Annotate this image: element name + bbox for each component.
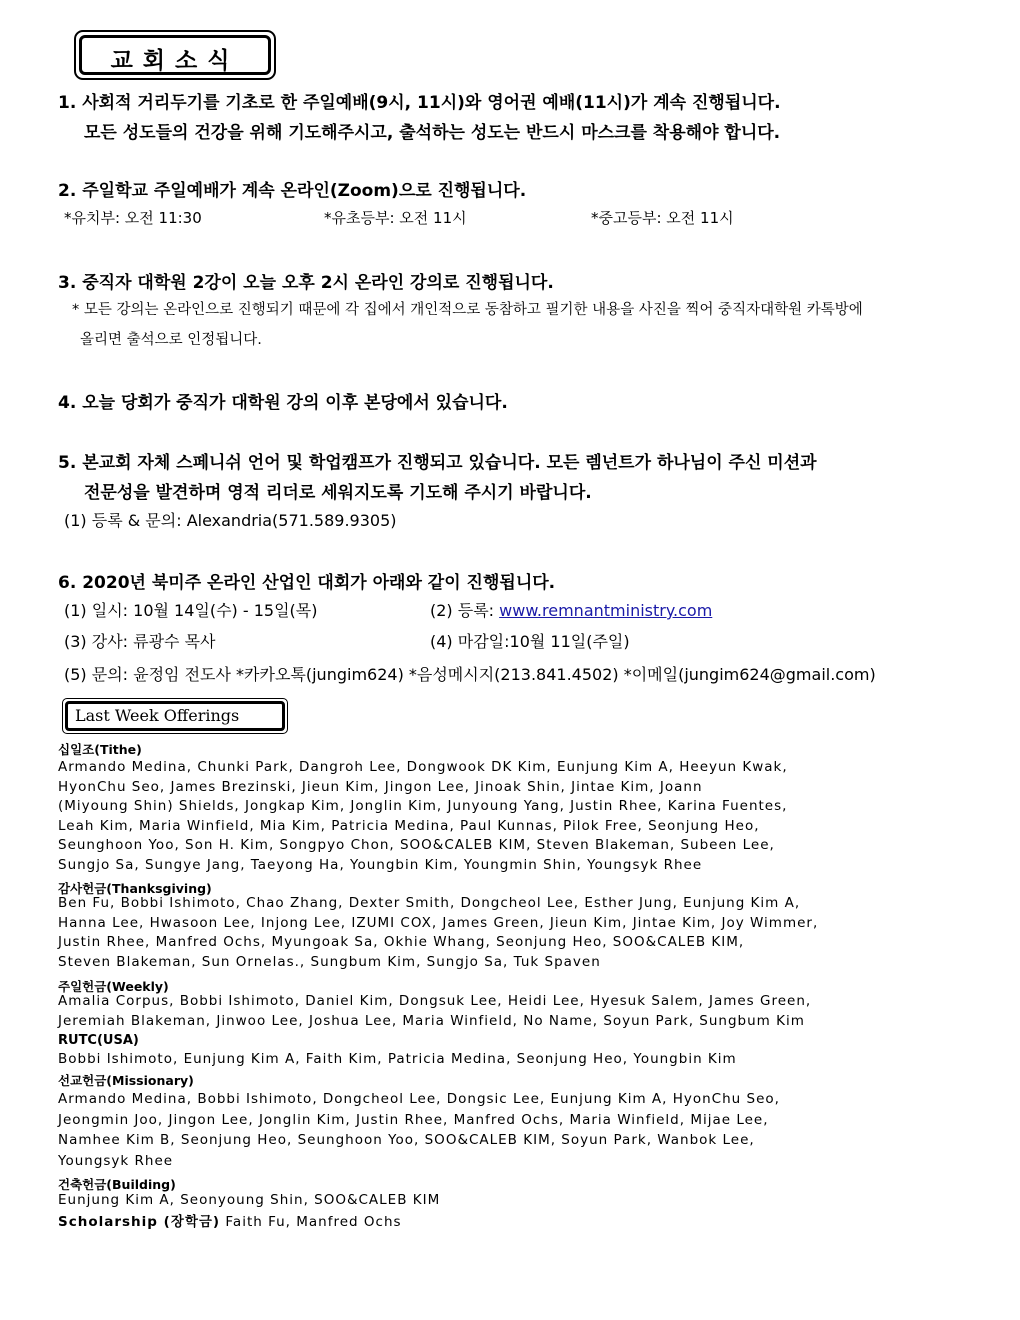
news-2-line-1: 2. 주일학교 주일예배가 계속 온라인(Zoom)으로 진행됩니다.: [58, 181, 527, 201]
missionary-label: 선교헌금(Missionary): [58, 1073, 194, 1088]
scholarship-names: Faith Fu, Manfred Ochs: [225, 1214, 402, 1230]
rutc-label: RUTC(USA): [58, 1033, 139, 1048]
news-5-contact: (1) 등록 & 문의: Alexandria(571.589.9305): [64, 511, 397, 530]
news-1-line-2: 모든 성도들의 건강을 위해 기도해주시고, 출석하는 성도는 반드시 마스크를 착용해야 합니다.: [84, 123, 781, 143]
news-5-line-2: 전문성을 발견하며 영적 리더로 세워지도록 기도해 주시기 바랍니다.: [84, 483, 592, 503]
news-6-line-1: 6. 2020년 북미주 온라인 산업인 대회가 아래와 같이 진행됩니다.: [58, 573, 556, 593]
weekly-names: Amalia Corpus, Bobbi Ishimoto, Daniel Kim, Dongsuk Lee, Heidi Lee, Hyesuk Salem, James Green, Jeremiah Blakeman, Jinwoo Lee, Joshua Lee, Maria Winfield, No Name, Soyun Park, Sungbum Kim: [58, 993, 812, 1029]
building-names: Eunjung Kim A, Seonyoung Shin, SOO&CALEB KIM: [58, 1192, 441, 1208]
tithe-names: Armando Medina, Chunki Park, Dangroh Lee, Dongwook DK Kim, Eunjung Kim A, Heeyun Kwak, HyonChu Seo, James Brezinski, Jieun Kim, Jingon Lee, Jinoak Shin, Jintae Kim, Joann (Miyoung Shin) Shields, Jongkap Kim, Jonglin Kim, Junyoung Yang, Justin Rhee, Karina Fuentes, Leah Kim, Maria Winfield, Mia Kim, Patricia Medina, Paul Kunnas, Pilok Free, Seonjung Heo, Seunghoon Yoo, Son H. Kim, Songpyo Chon, SOO&CALEB KIM, Steven Blakeman, Subeen Lee, Sungjo Sa, Sungye Jang, Taeyong Ha, Youngbin Kim, Youngmin Shin, Youngsyk Rhee: [58, 759, 788, 873]
church-news-title: 교회소식: [110, 48, 240, 74]
tithe-label: 십일조(Tithe): [58, 742, 142, 757]
offerings-heading-box: [62, 698, 288, 734]
conference-deadline: (4) 마감일:10월 11일(주일): [430, 632, 630, 651]
conference-date: (1) 일시: 10월 14일(수) - 15일(목): [64, 601, 318, 620]
news-1-line-1: 1. 사회적 거리두기를 기초로 한 주일예배(9시, 11시)와 영어권 예배(11시)가 계속 진행됩니다.: [58, 93, 781, 113]
thanksgiving-label: 감사헌금(Thanksgiving): [58, 881, 212, 896]
news-3-note-2: 올리면 출석으로 인정됩니다.: [80, 332, 262, 348]
weekly-label: 주일헌금(Weekly): [58, 979, 169, 994]
scholarship-line: [58, 1210, 402, 1230]
building-label: 건축헌금(Building): [58, 1177, 176, 1192]
register-link[interactable]: www.remnantministry.com: [499, 601, 713, 620]
kindergarten-time: *유치부: 오전 11:30: [64, 209, 202, 227]
news-3-line-1: 3. 중직자 대학원 2강이 오늘 오후 2시 온라인 강의로 진행됩니다.: [58, 273, 554, 293]
rutc-names: Bobbi Ishimoto, Eunjung Kim A, Faith Kim, Patricia Medina, Seonjung Heo, Youngbin Kim: [58, 1051, 737, 1067]
conference-speaker: (3) 강사: 류광수 목사: [64, 632, 216, 651]
offerings-heading: Last Week Offerings: [75, 706, 240, 725]
scholarship-label: Scholarship (장학금): [58, 1214, 221, 1230]
conference-contact: (5) 문의: 윤정임 전도사 *카카오톡(jungim624) *음성메시지(213.841.4502) *이메일(jungim624@gmail.com): [64, 665, 876, 684]
youth-time: *중고등부: 오전 11시: [591, 209, 734, 227]
thanksgiving-names: Ben Fu, Bobbi Ishimoto, Chao Zhang, Dexter Smith, Dongcheol Lee, Esther Jung, Eunjung Kim A, Hanna Lee, Hwasoon Lee, Injong Lee, IZUMI COX, James Green, Jieun Kim, Jintae Kim, Joy Wimmer, Justin Rhee, Manfred Ochs, Myungoak Sa, Okhie Whang, Seonjung Heo, SOO&CALEB KIM, Steven Blakeman, Sun Ornelas., Sungbum Kim, Sungjo Sa, Tuk Spaven: [58, 895, 819, 970]
church-news-title-box: [74, 30, 276, 80]
news-3-note-1: * 모든 강의는 온라인으로 진행되기 때문에 각 집에서 개인적으로 동참하고 필기한 내용을 사진을 찍어 중직자대학원 카톡방에: [72, 302, 863, 318]
news-4-line-1: 4. 오늘 당회가 중직가 대학원 강의 이후 본당에서 있습니다.: [58, 393, 508, 413]
news-5-line-1: 5. 본교회 자체 스페니쉬 언어 및 학업캠프가 진행되고 있습니다. 모든 렘넌트가 하나님이 주신 미션과: [58, 453, 817, 473]
elementary-time: *유초등부: 오전 11시: [324, 209, 467, 227]
missionary-names: Armando Medina, Bobbi Ishimoto, Dongcheol Lee, Dongsic Lee, Eunjung Kim A, HyonChu Seo, Jeongmin Joo, Jingon Lee, Jonglin Kim, Justin Rhee, Manfred Ochs, Maria Winfield, Mijae Lee, Namhee Kim B, Seonjung Heo, Seunghoon Yoo, SOO&CALEB KIM, Soyun Park, Wanbok Lee, Youngsyk Rhee: [58, 1091, 780, 1169]
conference-register: (2) 등록: www.remnantministry.com: [430, 601, 713, 620]
